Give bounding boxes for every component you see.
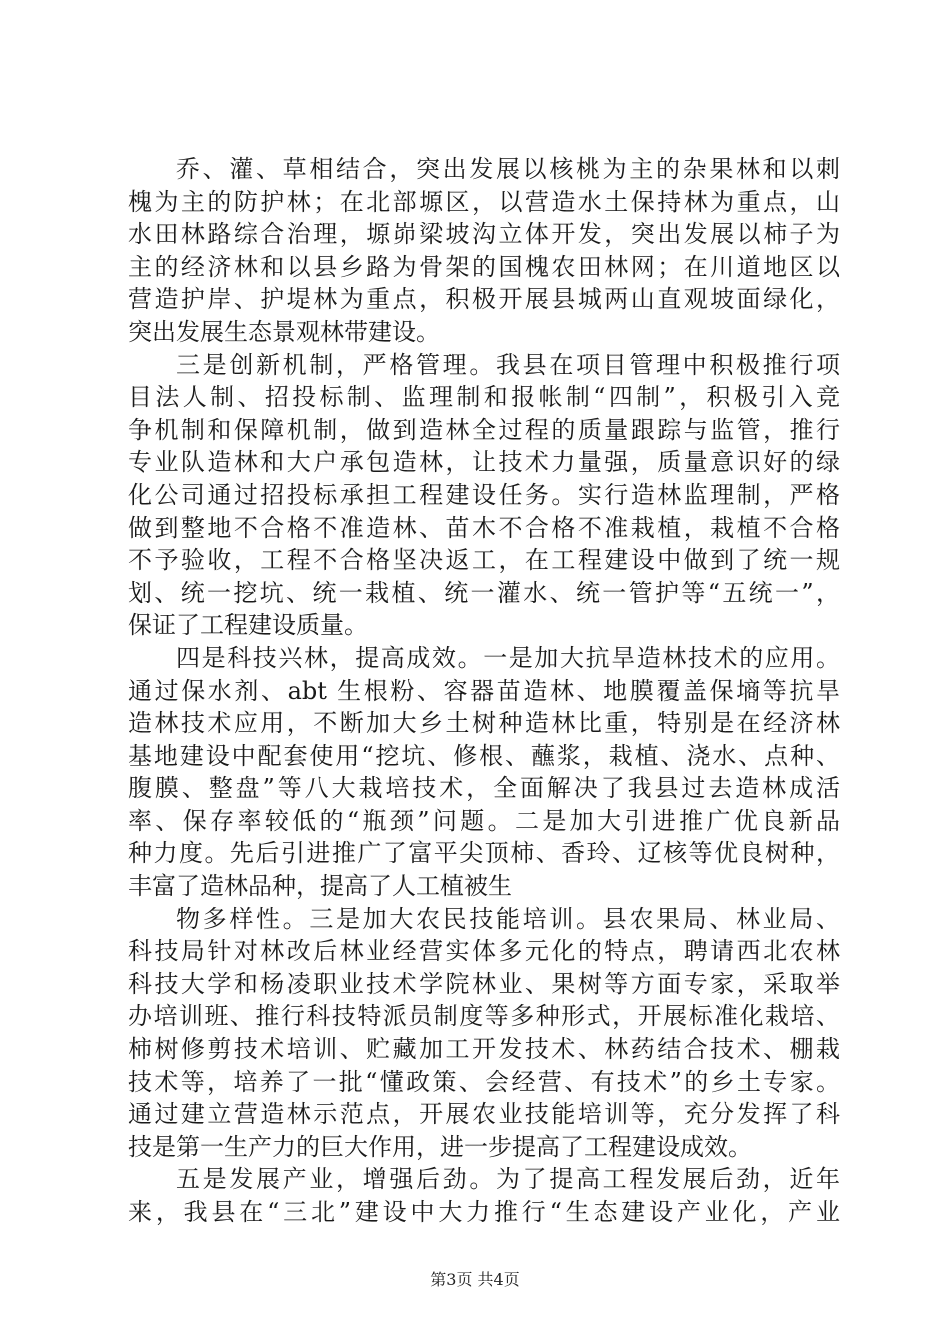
text-line: 专业队造林和大户承包造林，让技术力量强，质量意识好的绿	[128, 448, 840, 477]
text-line: 四是科技兴林，提高成效。一是加大抗旱造林技术的应用。	[176, 643, 840, 672]
text-line: 水田林路综合治理，塬峁梁坡沟立体开发，突出发展以柿子为	[128, 220, 840, 249]
text-line: 做到整地不合格不准造林、苗木不合格不准栽植，栽植不合格	[128, 513, 840, 542]
text-line: 目法人制、招投标制、监理制和报帐制“四制”，积极引入竞	[128, 383, 840, 412]
text-line: 科技大学和杨凌职业技术学院林业、果树等方面专家，采取举	[128, 969, 840, 998]
text-line: 科技局针对林改后林业经营实体多元化的特点，聘请西北农林	[128, 937, 840, 966]
text-line: 营造护岸、护堤林为重点，积极开展县城两山直观坡面绿化，	[128, 285, 840, 314]
text-line: 乔、灌、草相结合，突出发展以核桃为主的杂果林和以刺	[176, 155, 840, 183]
text-line: 槐为主的防护林；在北部塬区，以营造水土保持林为重点，山	[128, 187, 840, 216]
text-line: 率、保存率较低的“瓶颈”问题。二是加大引进推广优良新品	[128, 806, 840, 835]
text-line: 三是创新机制，严格管理。我县在项目管理中积极推行项	[176, 350, 840, 379]
text-line: 主的经济林和以县乡路为骨架的国槐农田林网；在川道地区以	[128, 252, 840, 281]
text-line: 突出发展生态景观林带建设。	[128, 317, 440, 346]
text-line: 柿树修剪技术培训、贮藏加工开发技术、林药结合技术、棚栽	[128, 1035, 840, 1064]
text-line: 通过建立营造林示范点，开展农业技能培训等，充分发挥了科	[128, 1100, 840, 1129]
text-line: 争机制和保障机制，做到造林全过程的质量跟踪与监管，推行	[128, 415, 840, 444]
page-footer: 第3页 共4页	[430, 1270, 520, 1289]
text-line: 来，我县在“三北”建设中大力推行“生态建设产业化，产业	[128, 1198, 840, 1226]
text-line: 基地建设中配套使用“挖坑、修根、蘸浆，栽植、浇水、点种、	[128, 741, 840, 770]
text-line: 腹膜、整盘”等八大栽培技术，全面解决了我县过去造林成活	[128, 774, 840, 803]
document-body	[128, 153, 840, 1229]
text-line: 化公司通过招投标承担工程建设任务。实行造林监理制，严格	[128, 480, 840, 509]
text-line: 丰富了造林品种，提高了人工植被生	[128, 872, 512, 901]
text-line: 不予验收，工程不合格坚决返工，在工程建设中做到了统一规	[128, 546, 840, 575]
text-line: 五是发展产业，增强后劲。为了提高工程发展后劲，近年	[176, 1165, 840, 1194]
text-line: 通过保水剂、abt 生根粉、容器苗造林、地膜覆盖保墒等抗旱	[128, 676, 840, 705]
text-line: 技是第一生产力的巨大作用，进一步提高了工程建设成效。	[128, 1132, 752, 1161]
text-line: 种力度。先后引进推广了富平尖顶柿、香玲、辽核等优良树种，	[128, 839, 840, 868]
text-line: 造林技术应用，不断加大乡土树种造林比重，特别是在经济林	[128, 709, 840, 738]
text-line: 技术等，培养了一批“懂政策、会经营、有技术”的乡土专家。	[128, 1067, 840, 1096]
text-line: 办培训班、推行科技特派员制度等多种形式，开展标准化栽培、	[128, 1002, 840, 1031]
text-line: 划、统一挖坑、统一栽植、统一灌水、统一管护等“五统一”，	[128, 578, 840, 607]
text-line: 物多样性。三是加大农民技能培训。县农果局、林业局、	[176, 904, 840, 933]
text-line: 保证了工程建设质量。	[128, 611, 368, 640]
